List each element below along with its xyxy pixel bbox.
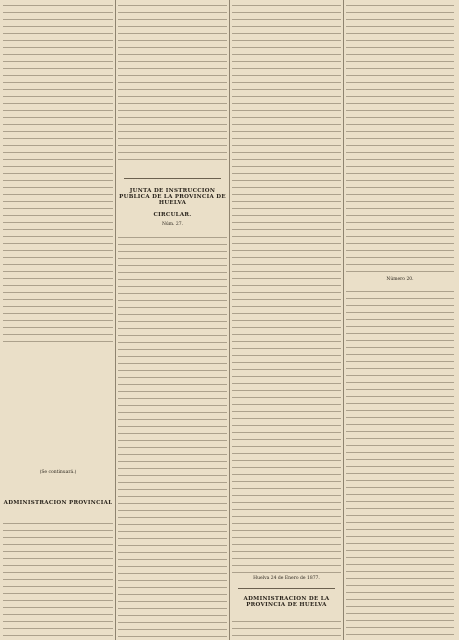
column-2	[118, 0, 227, 640]
column-divider	[115, 0, 116, 640]
column-1	[3, 0, 113, 640]
body-text-block	[118, 2, 227, 162]
body-text-block	[3, 2, 113, 342]
section-heading: JUNTA DE INSTRUCCION PUBLICA DE LA PROVINCIA DE HUELVA	[119, 188, 226, 207]
column-divider	[343, 0, 344, 640]
issue-number: Núm. 27.	[161, 222, 184, 227]
continuation-note: (Se continuará.)	[39, 470, 77, 475]
body-text-block	[3, 520, 113, 640]
divider-line	[124, 178, 221, 179]
body-text-block	[232, 618, 341, 640]
column-divider	[229, 0, 230, 640]
section-heading: ADMINISTRACION DE LA PROVINCIA DE HUELVA	[243, 596, 330, 609]
body-text-block	[232, 2, 341, 574]
circular-heading: CIRCULAR.	[153, 212, 192, 218]
issue-number: Número 20.	[386, 277, 414, 282]
body-text-block	[346, 288, 454, 640]
section-heading: ADMINISTRACION PROVINCIAL	[3, 500, 113, 506]
column-3	[232, 0, 341, 640]
body-text-block	[346, 2, 454, 272]
dateline: Huelva 24 de Enero de 1877.	[253, 576, 320, 581]
body-text-block	[118, 234, 227, 640]
column-4	[346, 0, 454, 640]
divider-line	[238, 588, 335, 589]
